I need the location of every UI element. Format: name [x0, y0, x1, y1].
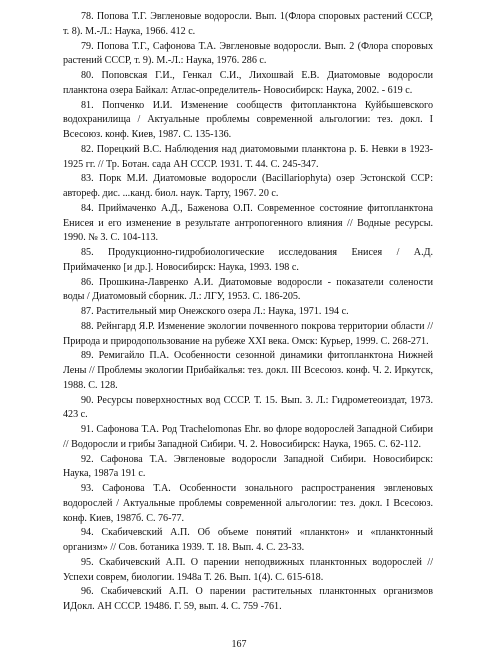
reference-item: 87. Растительный мир Онежского озера Л.: Наука, 1971. 194 с.	[81, 306, 349, 317]
reference-item: 81. Попченко И.И. Изменение сообществ фитопланктона Куйбышевского водохранилища / Актуальные проблемы современной альгологии: тез. докл. I Всесоюз. конф. Киев, 1987. С. 135-136.	[63, 99, 433, 140]
reference-item: 89. Ремигайло П.А. Особенности сезонной динамики фитопланктона Нижней Лены // Проблемы экологии Прибайкалья: тез. докл. III Всесоюз. конф. Ч. 2. Иркутск, 1988. С. 128.	[63, 350, 433, 391]
reference-item: 82. Порецкий В.С. Наблюдения над диатомовыми планктона р. Б. Невки в 1923-1925 гг. // Тр. Ботан. сада АН СССР. 1931. Т. 44. С. 245-347.	[63, 143, 433, 170]
reference-list	[63, 10, 433, 615]
reference-item: 85. Продукционно-гидробиологические исследования Енисея / А.Д. Приймаченко [и др.]. Новосибирск: Наука, 1993. 198 с.	[63, 247, 433, 273]
reference-item: 79. Попова Т.Г., Сафонова Т.А. Эвгленовые водоросли. Вып. 2 (Флора споровых растений СССР, т. 9). М.-Л.: Наука, 1976. 286 с.	[63, 40, 433, 67]
reference-item: 91. Сафонова Т.А. Род Trachelomonas Ehr. во флоре водорослей Западной Сибири // Водоросли и грибы Западной Сибири. Ч. 2. Новосибирск: Наука, 1965. С. 62-112.	[63, 424, 433, 450]
page-number: 167	[231, 639, 247, 650]
reference-item: 88. Рейнгард Я.Р. Изменение экологии почвенного покрова территории области // Природа и природопользование на рубеже XXI века. Омск: Курьер, 1999. С. 268-271.	[63, 320, 433, 347]
reference-item: 84. Приймаченко А.Д., Баженова О.П. Современное состояние фитопланктона Енисея и его изменение в результате антропогенного влияния // Водные ресурсы. 1990. № 3. С. 104-113.	[63, 202, 433, 244]
reference-item: 78. Попова Т.Г. Эвгленовые водоросли. Вып. 1(Флора споровых растений СССР, т. 8). М.-Л.: Наука, 1966. 412 с.	[63, 11, 433, 37]
reference-item: 80. Поповская Г.И., Генкал С.И., Лихошвай Е.В. Диатомовые водоросли планктона озера Байкал: Атлас-определитель- Новосибирск: Наука, 2002. - 619 с.	[63, 70, 433, 96]
reference-item: 94. Скабичевский А.П. Об объеме понятий «планктон» и «планктонный организм» // Сов. ботаника 1939. Т. 18. Вып. 4. С. 23-33.	[63, 527, 433, 553]
reference-item: 86. Прошкина-Лавренко А.И. Диатомовые водоросли - показатели солености воды / Диатомовый сборник. Л.: ЛГУ, 1953. С. 186-205.	[63, 276, 433, 303]
reference-item: 93. Сафонова Т.А. Особенности зонального распространения эвгленовых водорослей / Актуальные проблемы современной альгологии: тез. докл. I Всесоюз. конф. Киев, 1987б. С. 76-77.	[63, 483, 433, 524]
reference-item: 83. Порк М.И. Диатомовые водоросли (Bacillariophyta) озер Эстонской ССР: автореф. дис. ...канд. биол. наук. Тарту, 1967. 20 с.	[63, 173, 433, 199]
reference-item: 96. Скабичевский А.П. О парении растительных планктонных организмов ИДокл. АН СССР. 19486. Г. 59, вып. 4. С. 759 -761.	[63, 586, 433, 612]
reference-item: 90. Ресурсы поверхностных вод СССР. Т. 15. Вып. 3. Л.: Гидрометеоиздат, 1973. 423 с.	[63, 394, 433, 421]
reference-item: 95. Скабичевский А.П. О парении неподвижных планктонных водорослей // Успехи соврем, биологии. 1948а Т. 26. Вып. 1(4). С. 615-618.	[63, 556, 433, 583]
reference-item: 92. Сафонова Т.А. Эвгленовые водоросли Западной Сибири. Новосибирск: Наука, 1987а 191 с.	[63, 453, 433, 480]
